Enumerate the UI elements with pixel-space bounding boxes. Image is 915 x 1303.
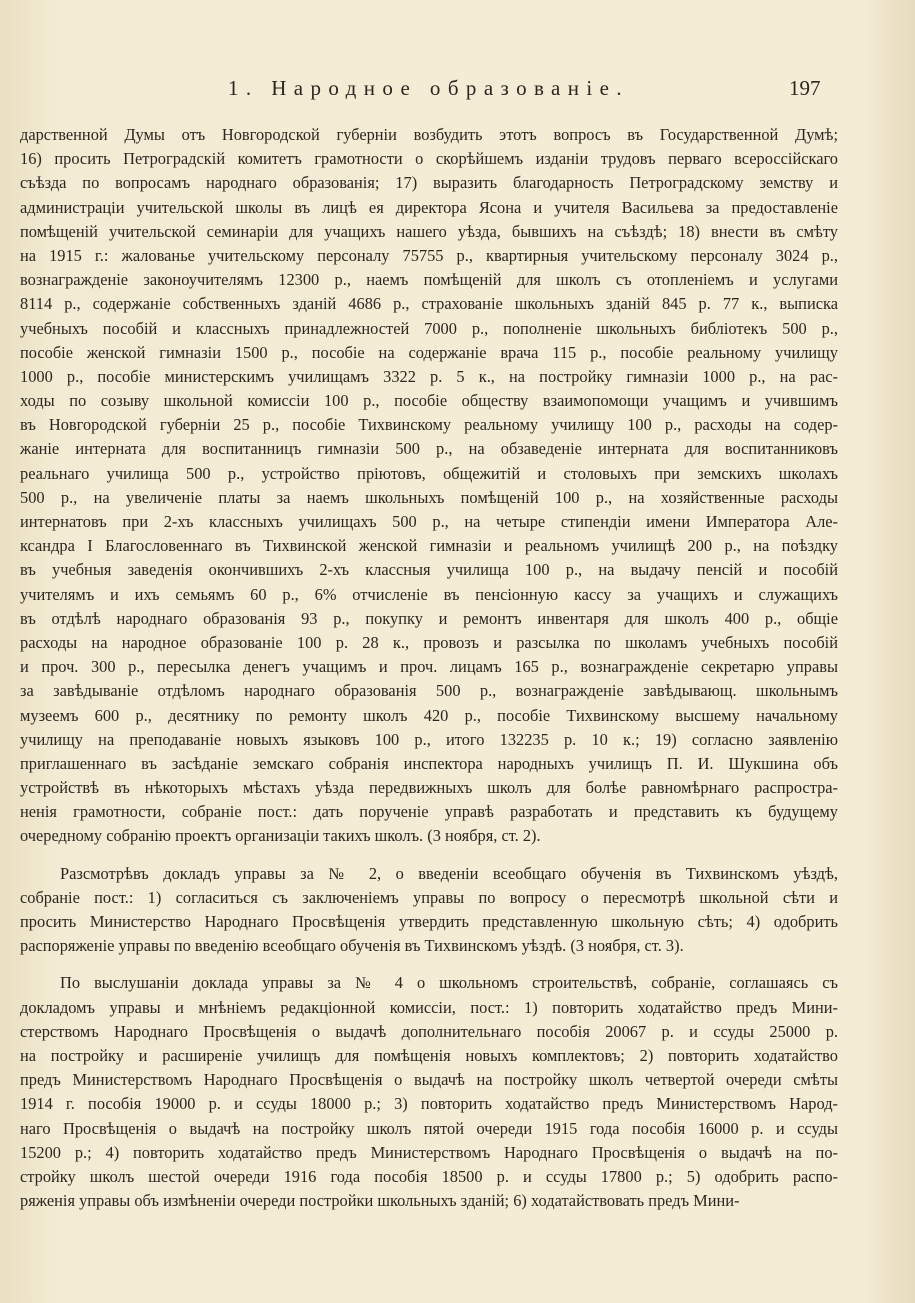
text-line: въ отдѣлѣ народнаго образованія 93 р., покупку и ремонтъ инвентаря для школъ 400 р., общіе bbox=[20, 608, 838, 628]
text-line: 15200 р.; 4) повторить ходатайство предъ Министерствомъ Народнаго Просвѣщенія о выдачѣ на по- bbox=[20, 1142, 838, 1162]
text-line: 500 р., на увеличеніе платы за наемъ школьныхъ помѣщеній 100 р., на хозяйственные расходы bbox=[20, 487, 838, 507]
text-line: предъ Министерствомъ Народнаго Просвѣщенія о выдачѣ на постройку школъ четвертой очереди смѣты bbox=[20, 1070, 838, 1090]
paragraph bbox=[20, 123, 838, 849]
text-line: училищу на преподаваніе новыхъ языковъ 100 р., итого 132235 р. 10 к.; 19) согласно заявленію bbox=[20, 729, 838, 749]
text-line: на 1915 г.: жалованье учительскому персоналу 75755 р., квартирныя учительскому персоналу 3024 р., bbox=[20, 245, 838, 265]
text-line: докладомъ управы и мнѣніемъ редакціонной комиссіи, пост.: 1) повторить ходатайство предъ Мини- bbox=[20, 997, 838, 1017]
text-line: ряженія управы объ измѣненіи очереди постройки школьныхъ зданій; 6) ходатайствовать предъ Мини- bbox=[20, 1191, 740, 1211]
document-body bbox=[20, 123, 838, 1213]
text-line: за завѣдываніе отдѣломъ народнаго образованія 500 р., вознагражденіе завѣдывающ. школьнымъ bbox=[20, 681, 838, 701]
text-line: 8114 р., содержаніе собственныхъ зданій 4686 р., страхованіе школьныхъ зданій 845 р. 77 к., выписка bbox=[20, 294, 838, 314]
text-line: стройку школъ шестой очереди 1916 года пособія 18500 р. и ссуды 17800 р.; 5) одобрить распо- bbox=[20, 1166, 838, 1186]
paragraph bbox=[20, 971, 838, 1213]
text-line: музеемъ 600 р., десятнику по ремонту школъ 420 р., пособіе Тихвинскому высшему начальному bbox=[20, 705, 838, 725]
text-line: По выслушаніи доклада управы за № 4 о школьномъ строительствѣ, собраніе, соглашаясь съ bbox=[60, 973, 838, 993]
text-line: съѣзда по вопросамъ народнаго образованія; 17) выразить благодарность Петроградскому земству и bbox=[20, 173, 838, 193]
text-line: ходы по созыву школьной комиссіи 100 р., пособіе обществу взаимопомощи учащимъ и учившимъ bbox=[20, 391, 838, 411]
text-line: 16) просить Петроградскій комитетъ грамотности о скорѣйшемъ изданіи трудовъ перваго всероссійскаго bbox=[20, 149, 838, 169]
text-line: ксандра I Благословеннаго въ Тихвинской женской гимназіи и реальномъ училищѣ 200 р., на поѣздку bbox=[20, 536, 838, 556]
text-line: администраціи учительской школы въ лицѣ ея директора Ясона и учителя Васильева за предоставленіе bbox=[20, 197, 838, 217]
text-line: помѣщеній учительской семинаріи для учащихъ нашего уѣзда, бывшихъ на съѣздѣ; 18) внести въ смѣту bbox=[20, 221, 838, 241]
text-line: и проч. 300 р., пересылка денегъ учащимъ и проч. лицамъ 165 р., вознагражденіе секретарю управы bbox=[20, 657, 838, 677]
section-title: 1. Народное образованіе. bbox=[228, 76, 630, 100]
running-header bbox=[0, 76, 915, 102]
text-line: ненія грамотности, собраніе пост.: дать порученіе управѣ разработать и представить къ будущему bbox=[20, 802, 838, 822]
text-line: распоряженіе управы по введенію всеобщаго обученія въ Тихвинскомъ уѣздѣ. (3 ноября, ст. 3). bbox=[20, 936, 684, 956]
text-line: учителямъ и ихъ семьямъ 60 р., 6% отчисленіе въ пенсіонную кассу за учащихъ и служащихъ bbox=[20, 584, 838, 604]
text-line: Разсмотрѣвъ докладъ управы за № 2, о введеніи всеобщаго обученія въ Тихвинскомъ уѣздѣ, bbox=[60, 863, 838, 883]
text-line: стерствомъ Народнаго Просвѣщенія о выдачѣ дополнительнаго пособія 20067 р. и ссуды 25000 р. bbox=[20, 1021, 838, 1041]
text-line: приглашеннаго въ засѣданіе земскаго собранія инспектора народныхъ училищъ П. И. Шукшина объ bbox=[20, 753, 838, 773]
text-line: жаніе интерната для воспитанницъ гимназіи 500 р., на обзаведеніе интерната для воспитанниковъ bbox=[20, 439, 838, 459]
text-line: собраніе пост.: 1) согласиться съ заключеніемъ управы по вопросу о пересмотрѣ школьной сѣти и bbox=[20, 887, 838, 907]
text-line: очередному собранію проектъ организаціи такихъ школъ. (3 ноября, ст. 2). bbox=[20, 826, 541, 846]
text-line: интернатовъ при 2-хъ классныхъ училищахъ 500 р., на четыре стипендіи имени Императора Але- bbox=[20, 512, 838, 531]
text-line: вознагражденіе законоучителямъ 12300 р., наемъ помѣщеній для школъ съ отопленіемъ и услугами bbox=[20, 270, 838, 290]
text-line: пособіе женской гимназіи 1500 р., пособіе на содержаніе врача 115 р., пособіе реальному училищу bbox=[20, 342, 838, 362]
text-line: просить Министерство Народнаго Просвѣщенія утвердить представленную школьную сѣть; 4) одобрить bbox=[20, 912, 838, 931]
text-line: учебныхъ пособій и классныхъ принадлежностей 7000 р., пополненіе школьныхъ библіотекъ 500 р., bbox=[20, 318, 838, 338]
text-line: дарственной Думы отъ Новгородской губерніи возбудить этотъ вопросъ въ Государственной Думѣ; bbox=[20, 125, 838, 144]
page-number: 197 bbox=[789, 76, 821, 100]
text-line: на постройку и расширеніе училищъ для помѣщенія новыхъ комплектовъ; 2) повторить ходатайство bbox=[20, 1045, 838, 1065]
text-line: 1000 р., пособіе министерскимъ училищамъ 3322 р. 5 к., на постройку гимназіи 1000 р., на рас- bbox=[20, 366, 838, 386]
paragraph bbox=[20, 862, 838, 959]
text-line: реальнаго училища 500 р., устройство пріютовъ, общежитій и столовыхъ при земскихъ школахъ bbox=[20, 463, 838, 483]
text-line: расходы на народное образованіе 100 р. 28 к., провозъ и разсылка по школамъ учебныхъ пособій bbox=[20, 632, 838, 652]
paragraph-gap bbox=[20, 958, 838, 971]
text-line: въ учебныя заведенія окончившихъ 2-хъ классныя училища 100 р., на выдачу пенсій и пособій bbox=[20, 560, 838, 580]
paragraph-gap bbox=[20, 849, 838, 862]
text-line: устройствѣ въ нѣкоторыхъ мѣстахъ уѣзда передвижныхъ школъ для болѣе равномѣрнаго распростра- bbox=[20, 778, 838, 798]
text-line: наго Просвѣщенія о выдачѣ на постройку школъ пятой очереди 1915 года пособія 16000 р. и ссуды bbox=[20, 1118, 838, 1138]
text-line: въ Новгородской губерніи 25 р., пособіе Тихвинскому реальному училищу 100 р., расходы на содер- bbox=[20, 415, 838, 435]
text-line: 1914 г. пособія 19000 р. и ссуды 18000 р.; 3) повторить ходатайство предъ Министерствомъ Народ- bbox=[20, 1094, 838, 1114]
